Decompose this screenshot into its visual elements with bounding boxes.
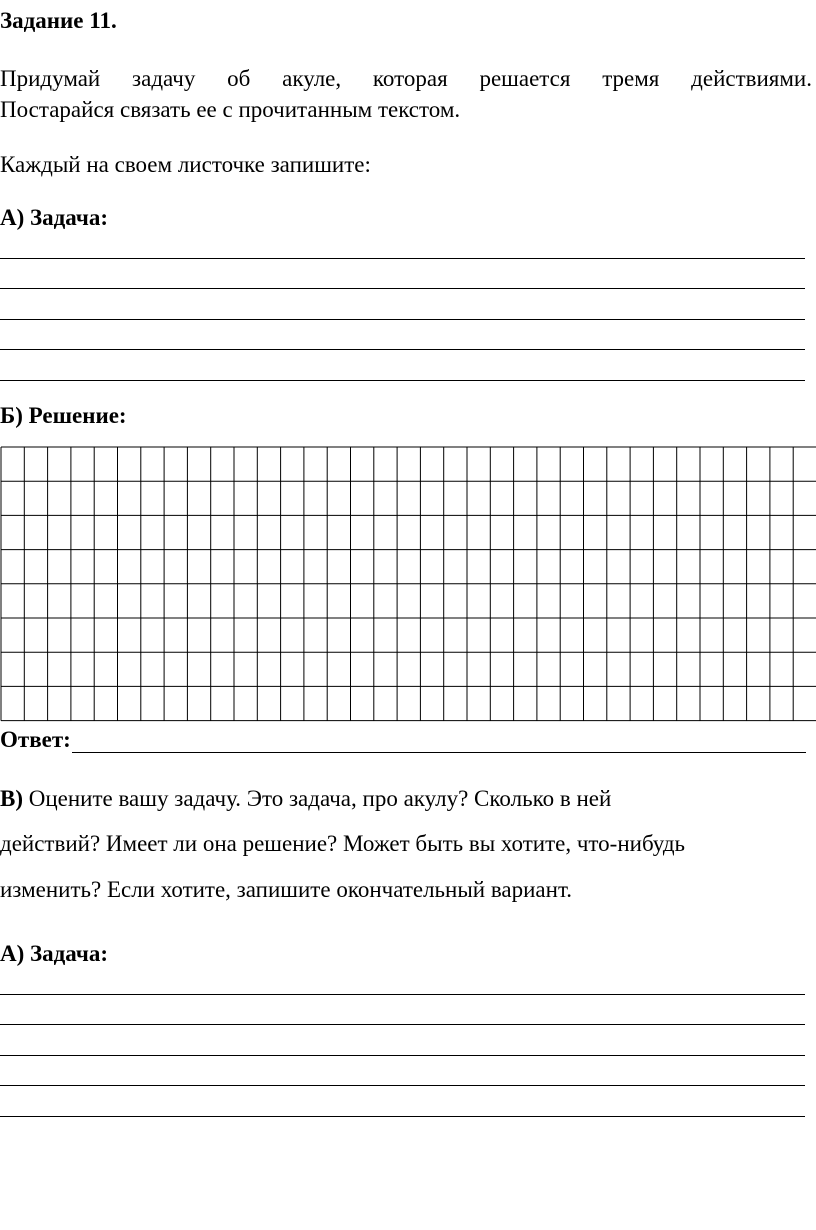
writing-line[interactable]: [0, 1024, 805, 1025]
page-title: Задание 11.: [0, 8, 117, 33]
section-c-text-1: Оцените вашу задачу. Это задача, про акулу? Сколько в ней: [23, 786, 612, 811]
writing-line[interactable]: [0, 258, 805, 259]
section-c-label: В): [0, 786, 23, 811]
solution-grid[interactable]: [0, 446, 816, 722]
writing-line[interactable]: [0, 349, 805, 350]
section-c-line-3: изменить? Если хотите, запишите окончательный вариант.: [0, 877, 573, 902]
section-a-label: А) Задача:: [0, 205, 109, 230]
section-a2-label: А) Задача:: [0, 941, 109, 966]
section-c-line-1: [0, 786, 611, 812]
section-c-line-2: действий? Имеет ли она решение? Может быть вы хотите, что-нибудь: [0, 831, 686, 856]
answer-label: Ответ:: [0, 727, 71, 752]
writing-line[interactable]: [0, 380, 805, 381]
writing-line[interactable]: [0, 288, 805, 289]
writing-line[interactable]: [0, 1055, 805, 1056]
writing-line[interactable]: [0, 319, 805, 320]
instruction-text: Каждый на своем листочке запишите:: [0, 152, 371, 177]
intro-line-2: Постарайся связать ее с прочитанным текстом.: [0, 97, 461, 122]
writing-line[interactable]: [0, 994, 805, 995]
section-b-label: Б) Решение:: [0, 403, 127, 428]
writing-line[interactable]: [0, 1085, 805, 1086]
intro-line-1: Придумай задачу об акуле, которая решается тремя действиями.: [0, 66, 812, 91]
writing-line[interactable]: [0, 1116, 805, 1117]
answer-row: [0, 727, 806, 753]
answer-line[interactable]: [72, 728, 806, 753]
